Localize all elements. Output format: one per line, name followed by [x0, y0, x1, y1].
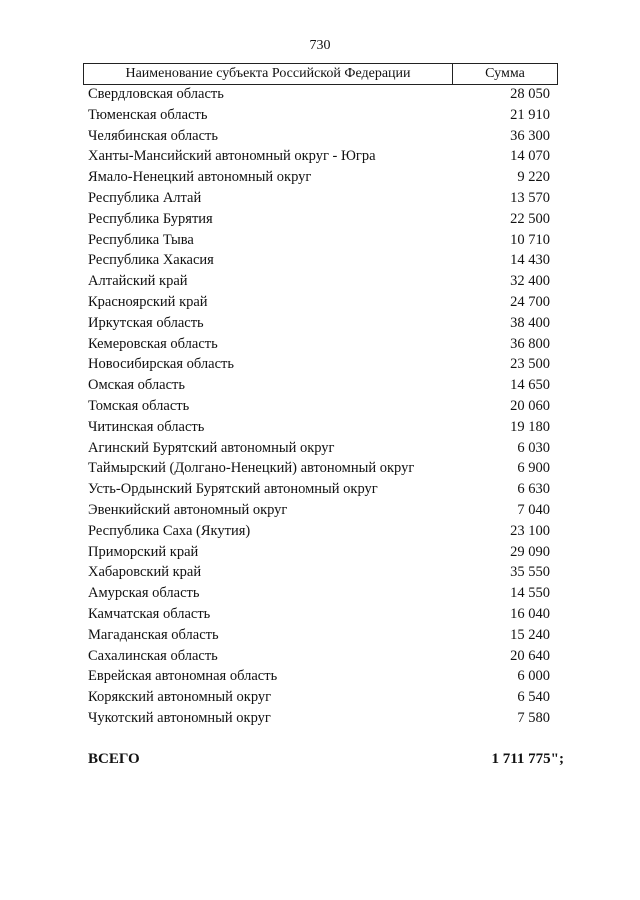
table-row: [88, 209, 550, 230]
region-sum: 14 070: [510, 148, 550, 165]
table-row: [88, 375, 550, 396]
table-row: [88, 500, 550, 521]
table-row: [88, 188, 550, 209]
region-name: Эвенкийский автономный округ: [88, 501, 288, 518]
region-name: Таймырский (Долгано-Ненецкий) автономный округ: [88, 460, 415, 477]
region-name: Республика Хакасия: [88, 252, 214, 269]
total-value: 1 711 775";: [491, 751, 564, 767]
region-sum: 6 030: [517, 439, 550, 456]
region-sum: 22 500: [510, 210, 550, 227]
table-body: [88, 84, 550, 729]
table-row: [88, 708, 550, 729]
table-row: [88, 105, 550, 126]
table-row: [88, 250, 550, 271]
region-sum: 14 550: [510, 585, 550, 602]
table-row: [88, 146, 550, 167]
region-sum: 6 630: [517, 481, 550, 498]
table-row: [88, 271, 550, 292]
region-sum: 13 570: [510, 189, 550, 206]
region-sum: 7 040: [517, 501, 550, 518]
total-row: [88, 749, 564, 769]
region-name: Республика Алтай: [88, 189, 202, 206]
region-sum: 28 050: [510, 86, 550, 102]
table-row: [88, 458, 550, 479]
region-sum: 38 400: [510, 314, 550, 331]
region-name: Тюменская область: [88, 106, 208, 123]
region-name: Алтайский край: [88, 273, 188, 290]
region-name: Челябинская область: [88, 127, 218, 144]
table-row: [88, 292, 550, 313]
region-name: Свердловская область: [88, 86, 224, 102]
total-label: ВСЕГО: [88, 751, 140, 767]
region-name: Томская область: [88, 397, 190, 414]
table-row: [88, 438, 550, 459]
table-row: [88, 334, 550, 355]
region-sum: 20 640: [510, 647, 550, 664]
table-row: [88, 230, 550, 251]
region-sum: 36 300: [510, 127, 550, 144]
region-name: Красноярский край: [88, 293, 208, 310]
region-name: Магаданская область: [88, 626, 219, 643]
region-name: Кемеровская область: [88, 335, 218, 352]
region-name: Республика Бурятия: [88, 210, 213, 227]
region-name: Хабаровский край: [88, 564, 202, 581]
region-name: Республика Тыва: [88, 231, 194, 248]
table-row: [88, 646, 550, 667]
region-sum: 19 180: [510, 418, 550, 435]
table-row: [88, 84, 550, 105]
table-row: [88, 417, 550, 438]
region-name: Камчатская область: [88, 605, 211, 622]
table-row: [88, 313, 550, 334]
table-row: [88, 521, 550, 542]
table-row: [88, 354, 550, 375]
table-row: [88, 604, 550, 625]
region-name: Амурская область: [88, 585, 200, 602]
region-name: Приморский край: [88, 543, 199, 560]
region-name: Агинский Бурятский автономный округ: [88, 439, 335, 456]
region-sum: 24 700: [510, 293, 550, 310]
region-name: Сахалинская область: [88, 647, 218, 664]
region-name: Читинская область: [88, 418, 205, 435]
page-number: 730: [309, 38, 331, 53]
region-sum: 23 100: [510, 522, 550, 539]
region-sum: 32 400: [510, 273, 550, 290]
region-sum: 14 430: [510, 252, 550, 269]
region-sum: 7 580: [517, 709, 550, 726]
region-sum: 21 910: [510, 106, 550, 123]
table-row: [88, 479, 550, 500]
region-sum: 9 220: [517, 169, 550, 186]
region-sum: 6 900: [517, 460, 550, 477]
table-row: [88, 126, 550, 147]
header-name-column: Наименование субъекта Российской Федерации: [84, 64, 453, 84]
table-header: [83, 63, 558, 85]
region-sum: 6 540: [517, 689, 550, 706]
region-sum: 6 000: [517, 668, 550, 685]
region-name: Иркутская область: [88, 314, 204, 331]
table-row: [88, 625, 550, 646]
region-sum: 14 650: [510, 377, 550, 394]
region-name: Республика Саха (Якутия): [88, 522, 251, 539]
region-name: Омская область: [88, 377, 185, 394]
region-sum: 35 550: [510, 564, 550, 581]
region-name: Корякский автономный округ: [88, 689, 272, 706]
region-sum: 20 060: [510, 397, 550, 414]
table-row: [88, 562, 550, 583]
table-row: [88, 396, 550, 417]
table-row: [88, 687, 550, 708]
region-name: Новосибирская область: [88, 356, 234, 373]
region-sum: 23 500: [510, 356, 550, 373]
region-sum: 16 040: [510, 605, 550, 622]
table-row: [88, 167, 550, 188]
region-sum: 15 240: [510, 626, 550, 643]
region-sum: 36 800: [510, 335, 550, 352]
header-sum-column: Сумма: [485, 66, 525, 81]
region-name: Еврейская автономная область: [88, 668, 278, 685]
table-row: [88, 583, 550, 604]
region-sum: 10 710: [510, 231, 550, 248]
region-name: Ханты-Мансийский автономный округ - Югра: [88, 148, 376, 165]
table-row: [88, 542, 550, 563]
table-row: [88, 666, 550, 687]
region-name: Усть-Ордынский Бурятский автономный округ: [88, 481, 378, 498]
region-name: Чукотский автономный округ: [88, 709, 271, 726]
region-name: Ямало-Ненецкий автономный округ: [88, 169, 312, 186]
region-sum: 29 090: [510, 543, 550, 560]
